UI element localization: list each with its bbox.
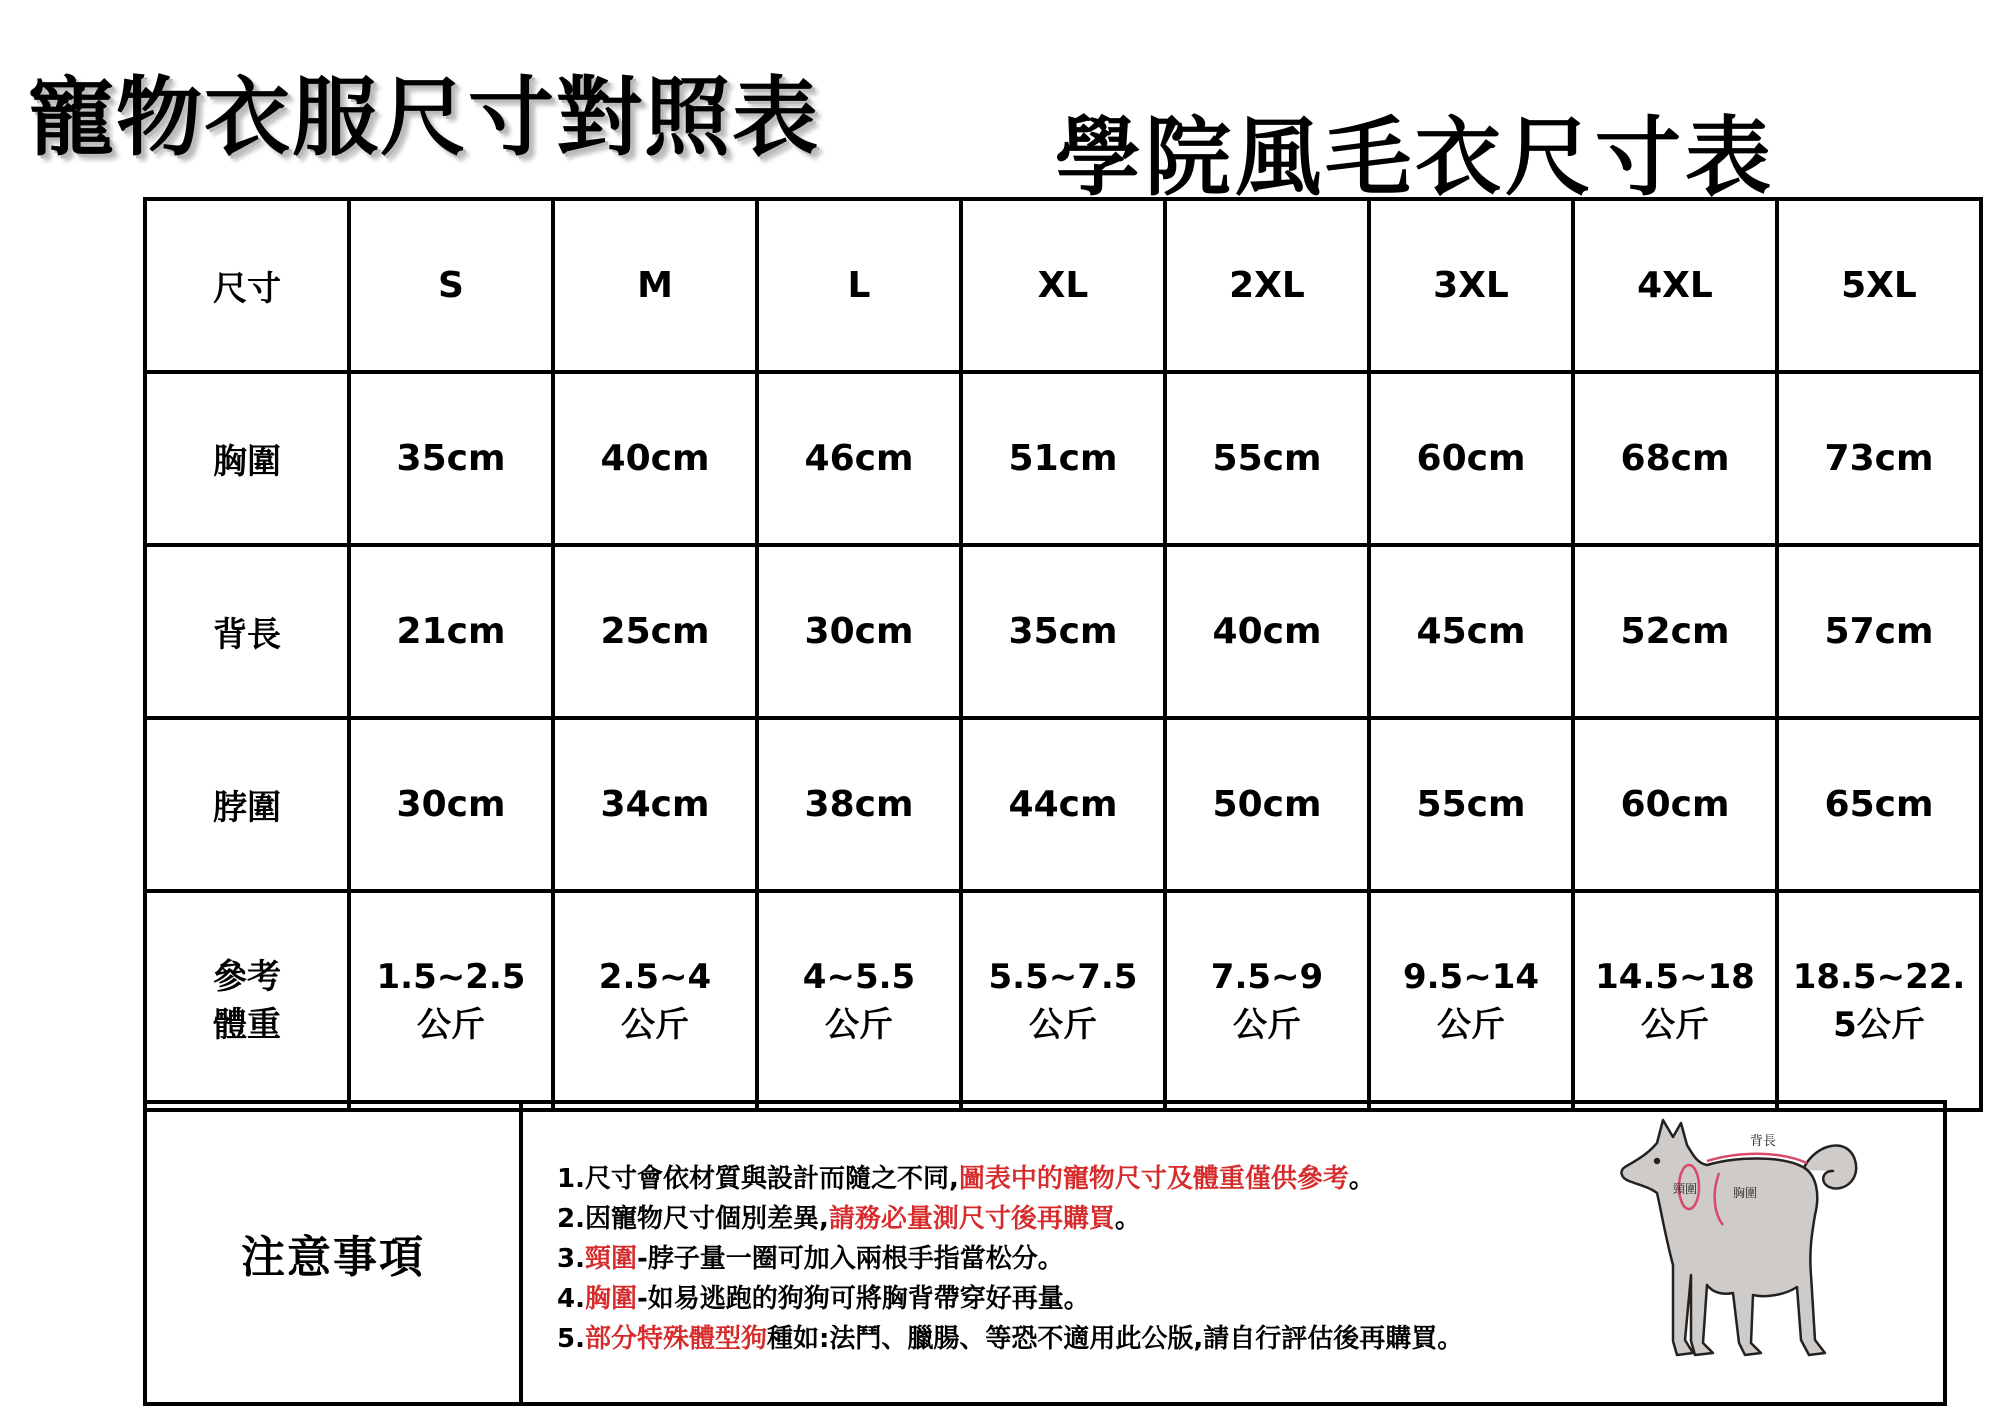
label-neck: 頸圍 [1673,1182,1698,1196]
weight-cell [553,891,757,1110]
weight-unit: 公斤 [1437,1004,1505,1045]
header-cell: 2XL [1165,199,1369,372]
notes-heading-cell [147,1104,523,1402]
note-highlight: 請務必量測尺寸後再購買 [828,1204,1115,1234]
weight-unit: 公斤 [621,1004,689,1045]
table-cell: 60cm [1369,372,1573,545]
note-item [557,1279,1463,1319]
note-highlight: 部分特殊體型狗 [584,1324,767,1354]
note-item [557,1239,1463,1279]
note-item [557,1199,1463,1239]
note-highlight: 胸圍 [584,1284,637,1314]
table-header-row [145,199,1981,372]
dog-eye [1654,1158,1660,1164]
label-chest: 胸圍 [1733,1186,1758,1200]
weight-cell [961,891,1165,1110]
table-cell: 38cm [757,718,961,891]
table-cell: 51cm [961,372,1165,545]
weight-unit: 公斤 [1233,1004,1301,1045]
weight-range: 7.5~9 [1210,956,1324,997]
weight-unit: 公斤 [825,1004,893,1045]
dog-measurement-icon [1615,1115,1860,1370]
note-item [557,1319,1463,1359]
table-cell: 55cm [1165,372,1369,545]
note-text: 。 [1348,1164,1375,1194]
note-text: 。 [1114,1204,1141,1234]
main-title: 寵物衣服尺寸對照表 [28,68,820,168]
header-cell: L [757,199,961,372]
note-item [557,1159,1463,1199]
note-highlight: 頸圍 [584,1244,637,1274]
weight-range: 14.5~18 [1595,956,1755,997]
table-cell: 35cm [961,545,1165,718]
header-cell: XL [961,199,1165,372]
table-cell: 46cm [757,372,961,545]
note-highlight: 圖表中的寵物尺寸及體重僅供參考 [958,1164,1349,1194]
table-cell: 68cm [1573,372,1777,545]
weight-range: 1.5~2.5 [376,956,526,997]
table-cell: 30cm [349,718,553,891]
note-text: 3. [557,1244,585,1274]
weight-range: 4~5.5 [802,956,916,997]
weight-cell [1369,891,1573,1110]
header-cell: S [349,199,553,372]
table-cell: 34cm [553,718,757,891]
table-cell: 30cm [757,545,961,718]
label-back: 背長 [1750,1134,1777,1149]
header-cell: 3XL [1369,199,1573,372]
weight-range: 18.5~22. [1792,956,1966,997]
table-cell: 50cm [1165,718,1369,891]
note-text: -如易逃跑的狗狗可將胸背帶穿好再量。 [636,1284,1090,1314]
table-cell: 55cm [1369,718,1573,891]
note-text: 種如:法鬥、臘腸、等恐不適用此公版,請自行評估後再購買。 [766,1324,1464,1354]
row-label: 背長 [145,545,349,718]
weight-unit: 公斤 [417,1004,485,1045]
header-cell: 5XL [1777,199,1981,372]
weight-cell [757,891,961,1110]
weight-cell [1573,891,1777,1110]
note-text: 5. [557,1324,585,1354]
table-cell: 44cm [961,718,1165,891]
weight-unit: 公斤 [1641,1004,1709,1045]
weight-unit: 5公斤 [1833,1004,1925,1045]
dog-body [1622,1120,1825,1355]
weight-cell [349,891,553,1110]
header-cell: 4XL [1573,199,1777,372]
table-cell: 40cm [553,372,757,545]
table-row-weight [145,891,1981,1110]
weight-unit: 公斤 [1029,1004,1097,1045]
note-text: -脖子量一圈可加入兩根手指當松分。 [636,1244,1064,1274]
sub-title: 學院風毛衣尺寸表 [1055,108,1775,208]
table-cell: 52cm [1573,545,1777,718]
table-cell: 40cm [1165,545,1369,718]
table-cell: 21cm [349,545,553,718]
table-cell: 57cm [1777,545,1981,718]
label-line: 參考 [213,956,281,997]
row-label [145,891,349,1110]
weight-range: 9.5~14 [1402,956,1540,997]
table-cell: 65cm [1777,718,1981,891]
weight-cell [1777,891,1981,1110]
note-text: 4. [557,1284,585,1314]
table-cell: 60cm [1573,718,1777,891]
table-cell: 25cm [553,545,757,718]
notes-list [557,1159,1463,1359]
header-cell: M [553,199,757,372]
table-cell: 35cm [349,372,553,545]
note-text: 1.尺寸會依材質與設計而隨之不同, [557,1164,959,1194]
table-row [145,545,1981,718]
table-cell: 45cm [1369,545,1573,718]
header-cell: 尺寸 [145,199,349,372]
table-cell: 73cm [1777,372,1981,545]
size-table [143,197,1983,1112]
weight-range: 5.5~7.5 [988,956,1138,997]
weight-range: 2.5~4 [598,956,712,997]
row-label: 脖圍 [145,718,349,891]
weight-cell [1165,891,1369,1110]
notes-heading: 注意事項 [241,1232,425,1283]
table-row [145,718,1981,891]
table-row [145,372,1981,545]
row-label: 胸圍 [145,372,349,545]
label-line: 體重 [213,1004,281,1045]
note-text: 2.因寵物尺寸個別差異, [557,1204,829,1234]
